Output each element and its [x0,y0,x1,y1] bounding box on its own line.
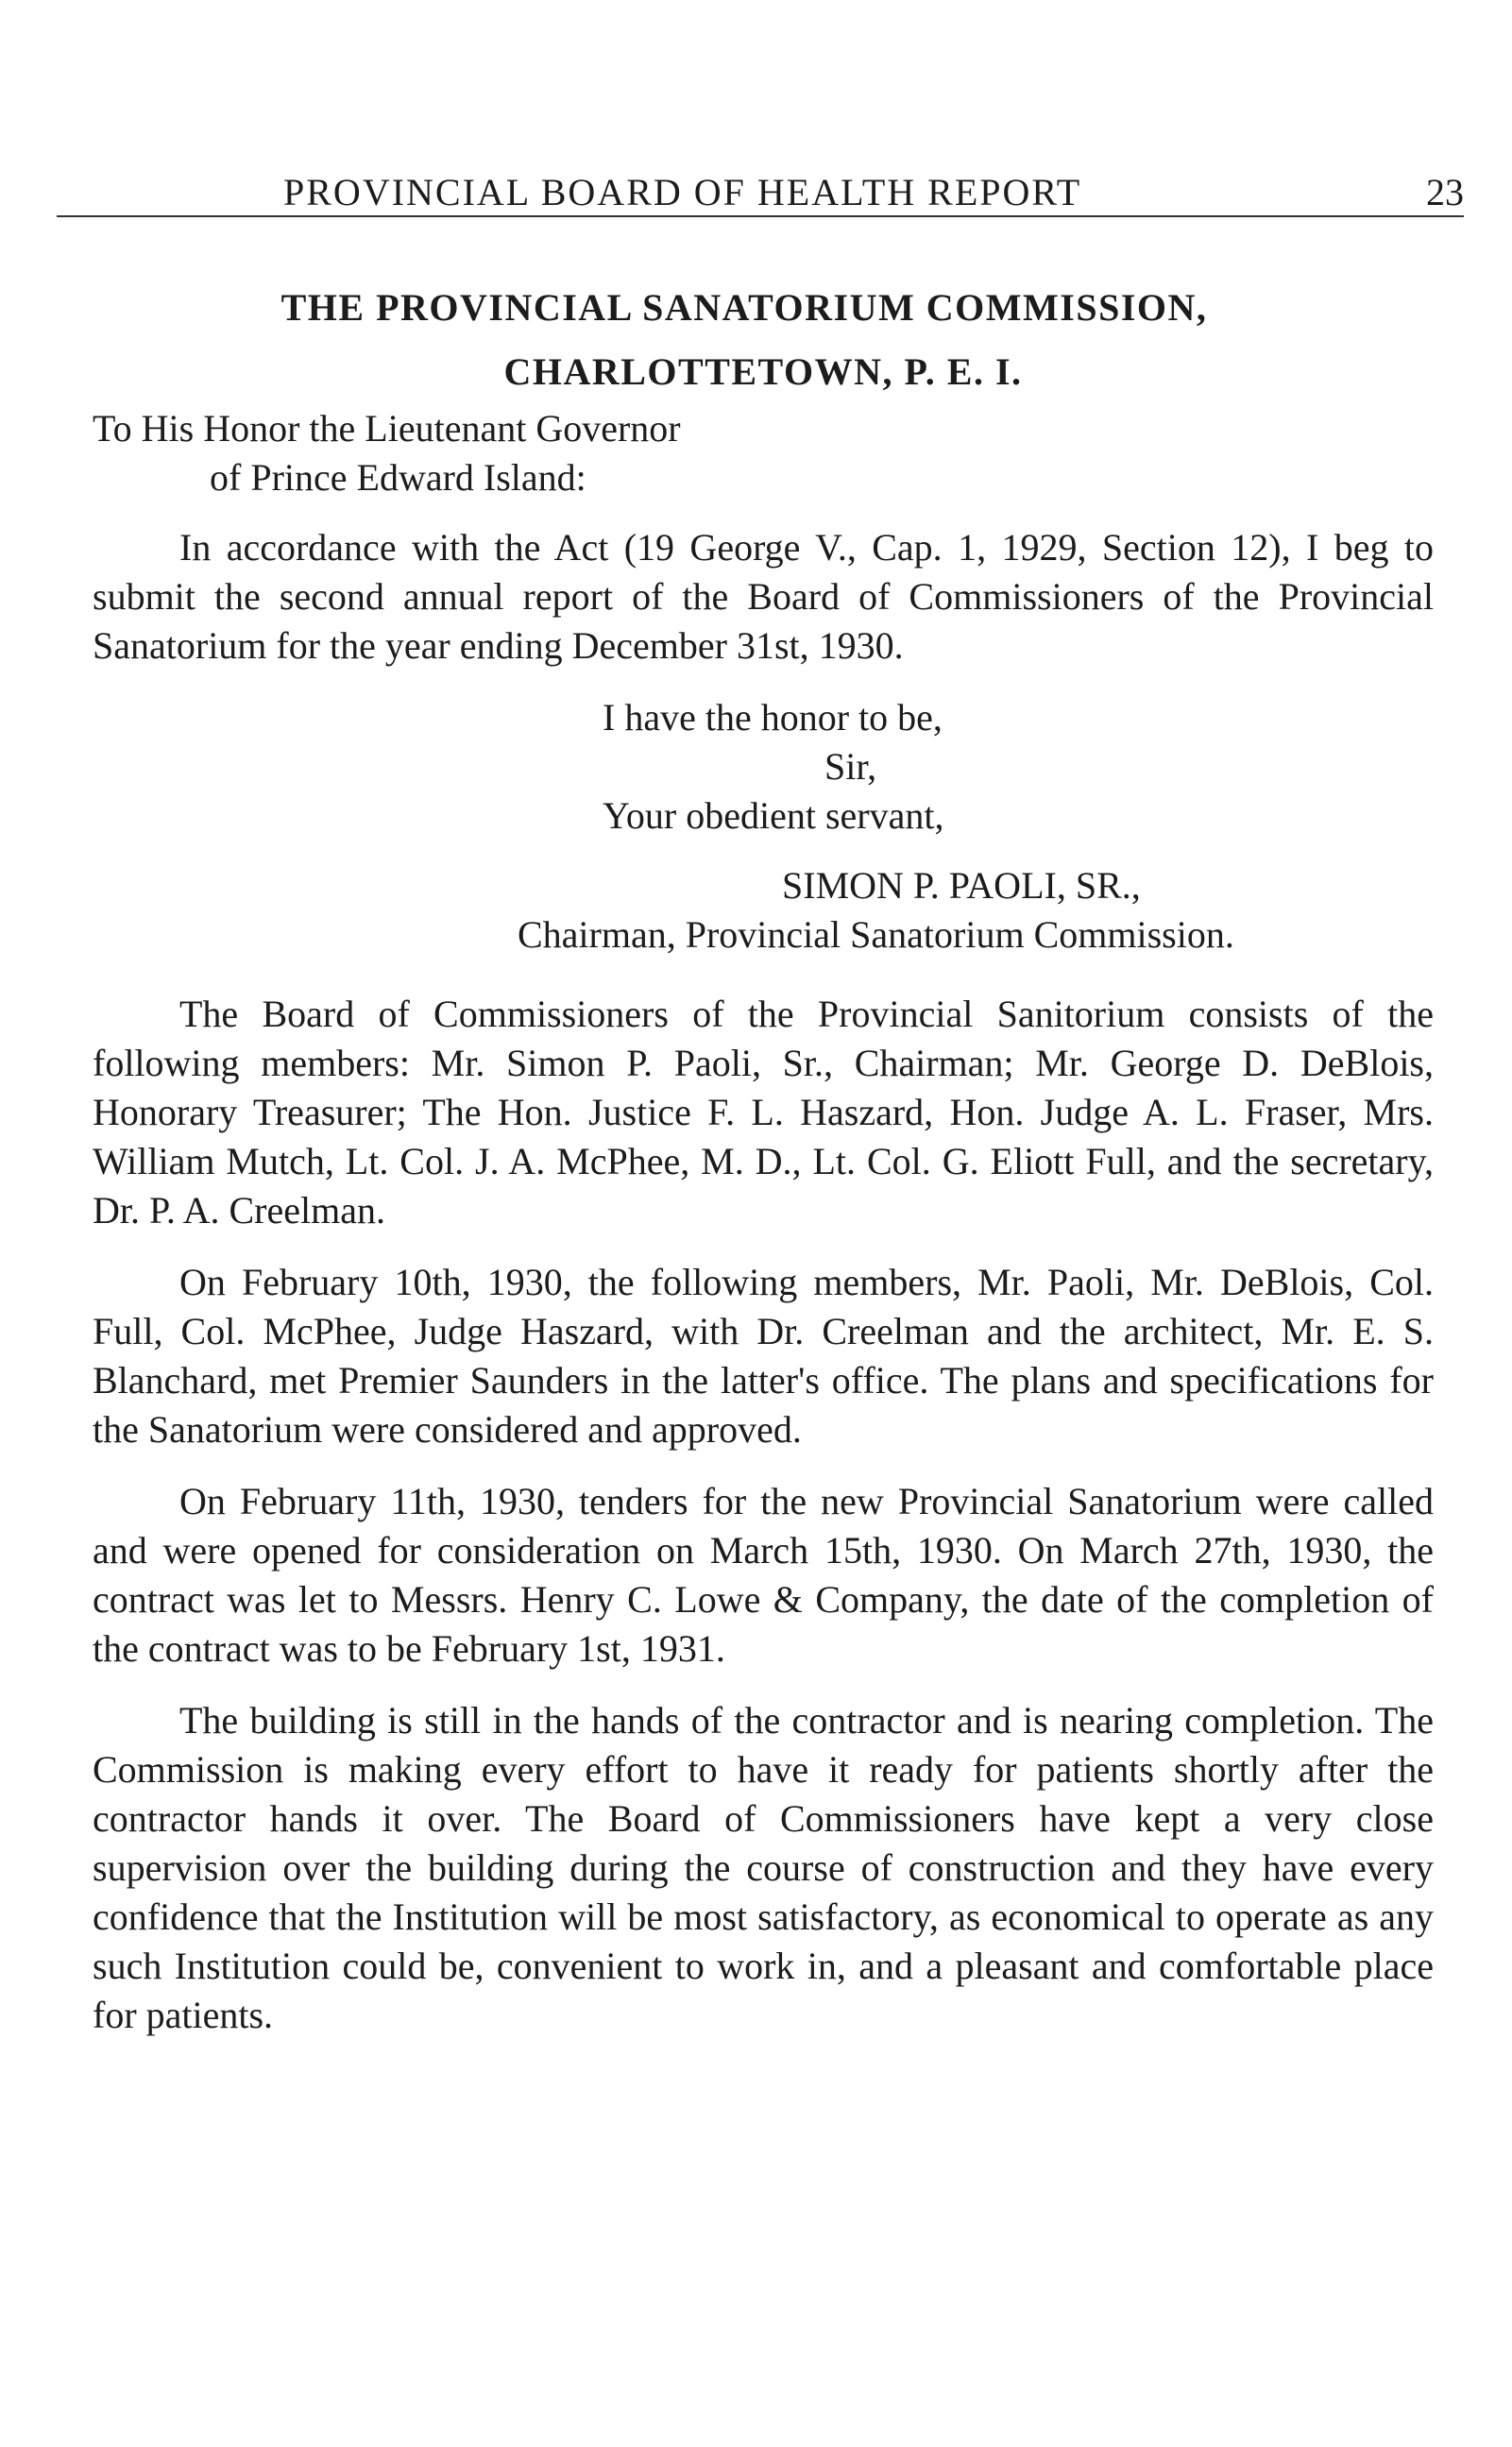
header-rule [57,215,1464,217]
salutation-line-2: of Prince Edward Island: [210,456,586,499]
page-body [93,283,1434,2063]
signatory-title: Chairman, Provincial Sanatorium Commission. [518,913,1234,956]
closing-line-sir: Sir, [824,745,877,788]
intro-paragraph: In accordance with the Act (19 George V., Cap. 1, 1929, Section 12), I beg to submit the second annual report of the Board of Commissioners of the Provincial Sanatorium for the year ending December 31st, 1930. [93,526,1434,667]
location-heading: CHARLOTTETOWN, P. E. I. [503,350,1023,393]
closing-line-servant: Your obedient servant, [603,794,944,837]
salutation-line-1: To His Honor the Lieutenant Governor [93,407,681,450]
february-meeting-paragraph: On February 10th, 1930, the following members, Mr. Paoli, Mr. DeBlois, Col. Full, Col. McPhee, Judge Haszard, with Dr. Creelman and the architect, Mr. E. S. Blanchard, met Premier Saunders in the latter's office. The plans and specifications for the Sanatorium were considered and approved. [93,1261,1434,1451]
running-header-title: PROVINCIAL BOARD OF HEALTH REPORT [283,171,1082,213]
commission-heading: THE PROVINCIAL SANATORIUM COMMISSION, [280,286,1208,329]
closing-line-honor: I have the honor to be, [603,696,943,739]
tenders-paragraph: On February 11th, 1930, tenders for the new Provincial Sanatorium were called and were opened for consideration on March 15th, 1930. On March 27th, 1930, the contract was let to Messrs. Henry C. Lowe & Company, the date of the completion of the contract was to be February 1st, 1931. [93,1480,1434,1670]
signatory-name: SIMON P. PAOLI, SR., [782,864,1141,907]
running-header [57,161,1464,217]
board-members-paragraph: The Board of Commissioners of the Provincial Sanitorium consists of the following members: Mr. Simon P. Paoli, Sr., Chairman; Mr. George D. DeBlois, Honorary Treasurer; The Hon. Justice F. L. Haszard, Hon. Judge A. L. Fraser, Mrs. William Mutch, Lt. Col. J. A. McPhee, M. D., Lt. Col. G. Eliott Full, and the secretary, Dr. P. A. Creelman. [93,993,1434,1232]
building-progress-paragraph: The building is still in the hands of the contractor and is nearing completion. The Commission is making every effort to have it ready for patients shortly after the contractor hands it over. The Board of Commissioners have kept a very close supervision over the building during the course of construction and they have every confidence that the Institution will be most satisfactory, as economical to operate as any such Institution could be, convenient to work in, and a pleasant and comfortable place for patients. [93,1699,1434,2036]
page-number: 23 [1426,171,1464,213]
